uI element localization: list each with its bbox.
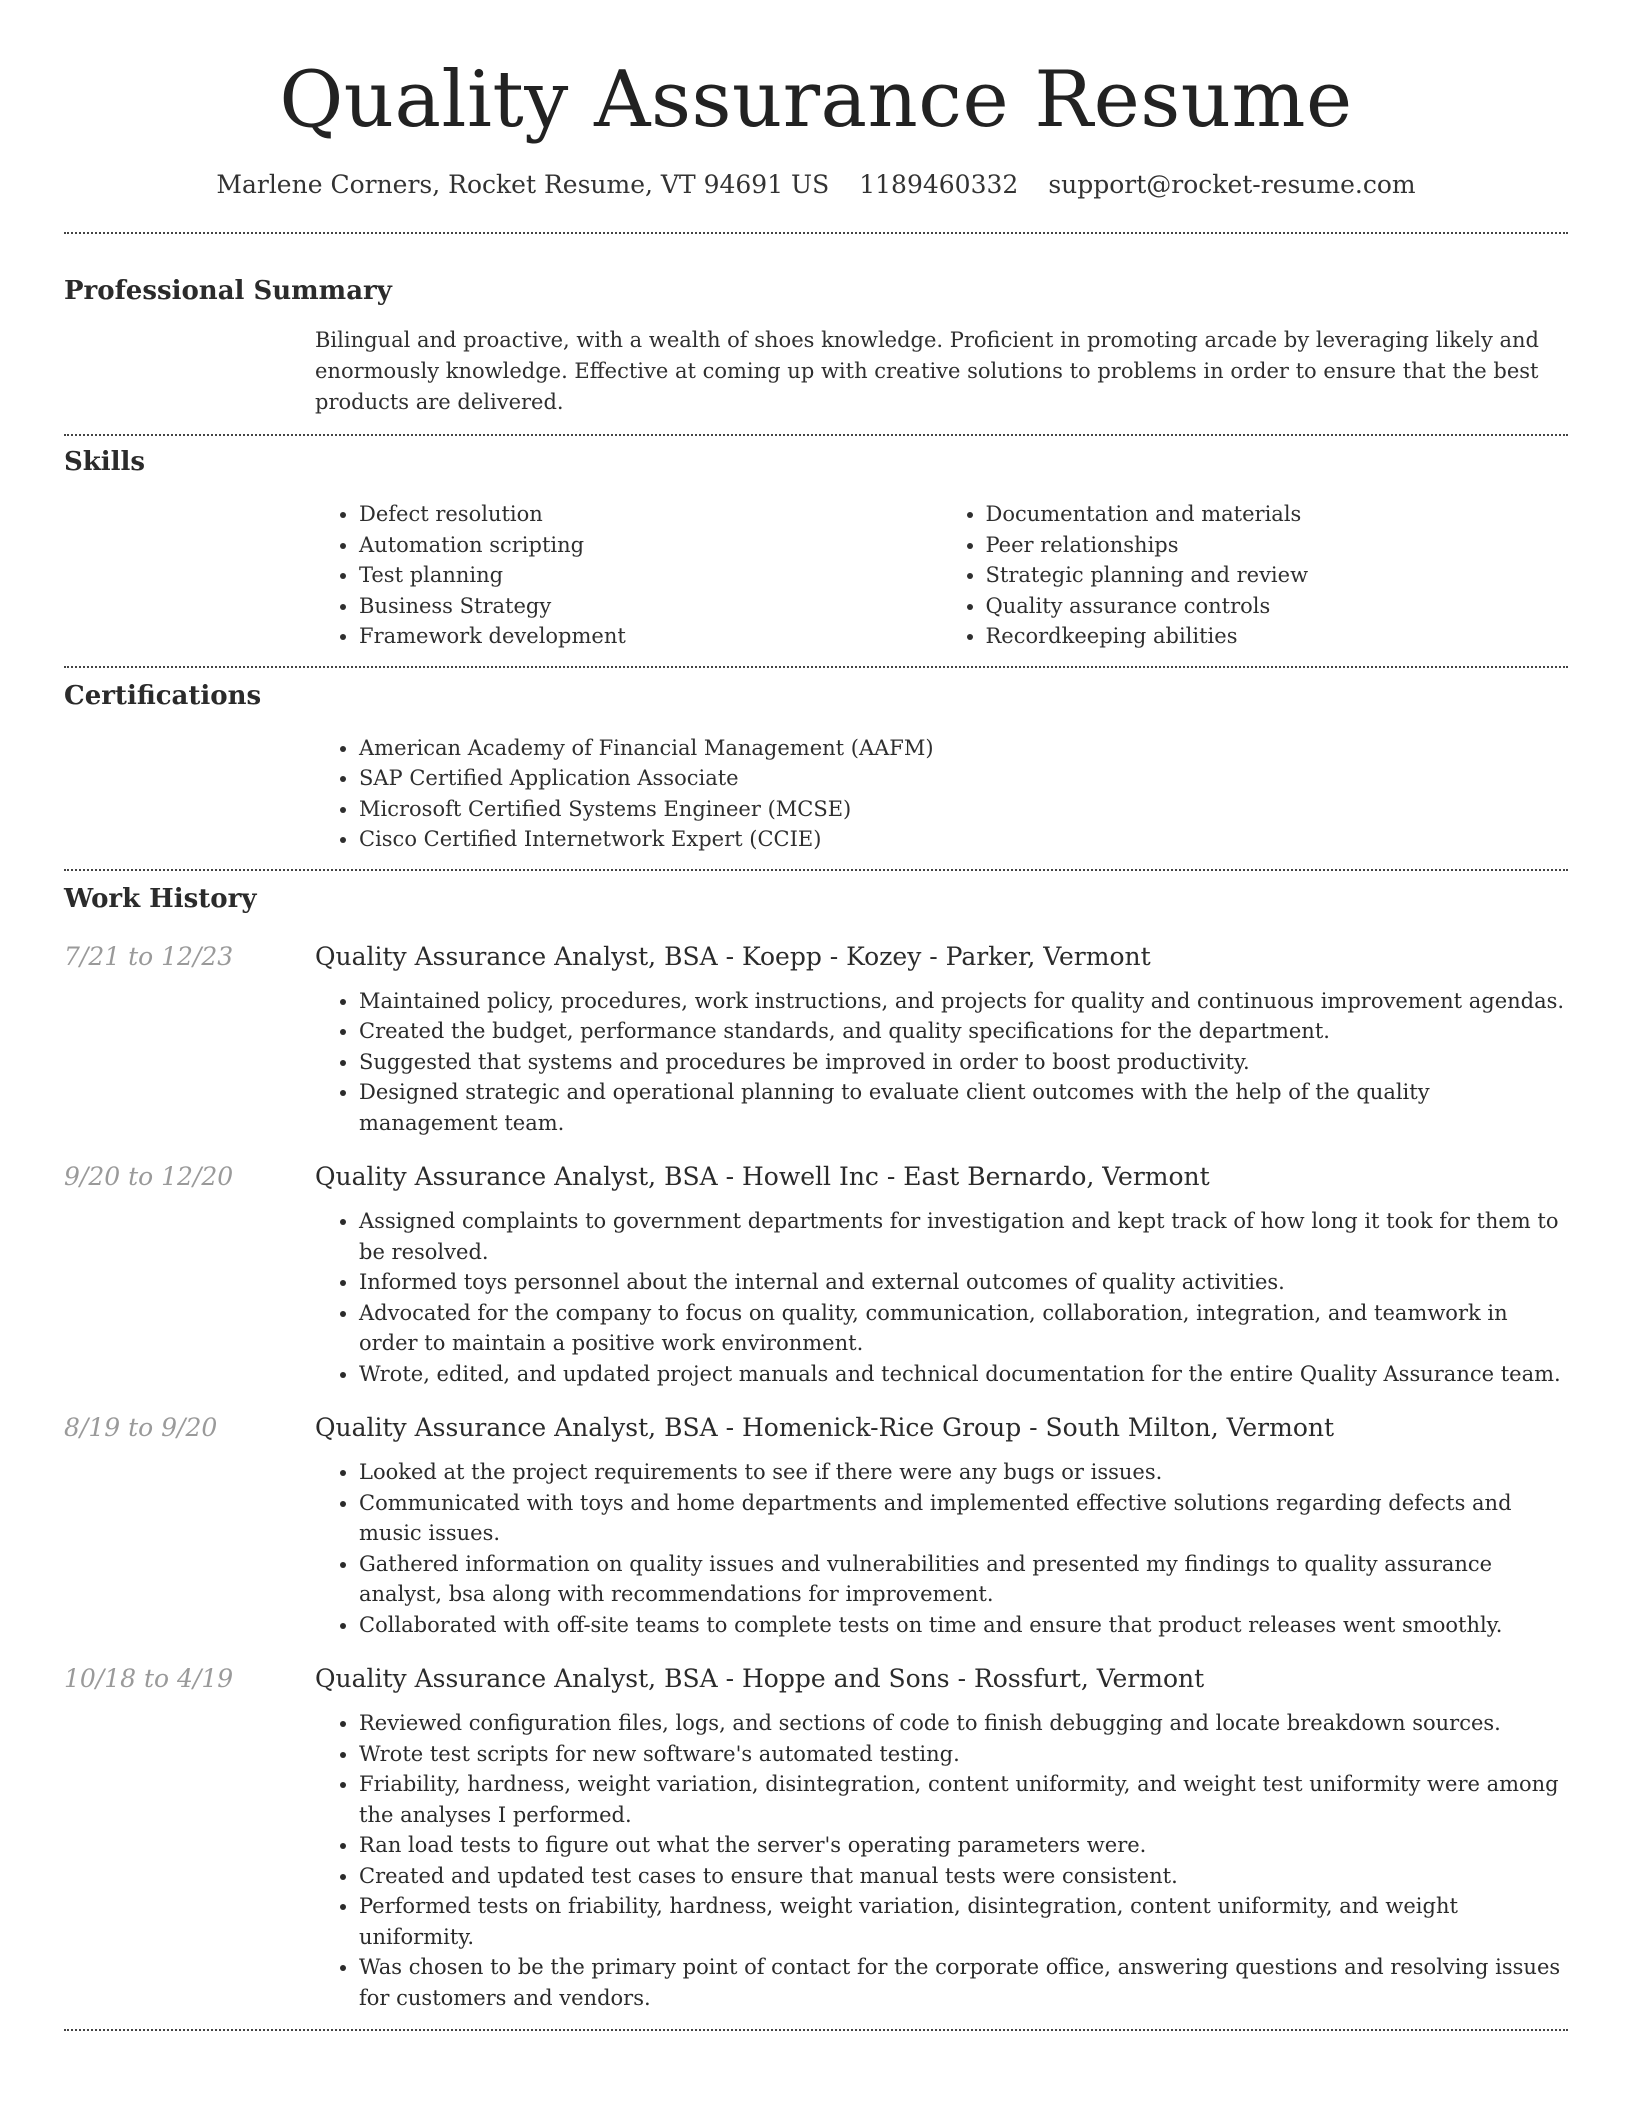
job-entry xyxy=(64,1160,1568,1389)
list-item: • Designed strategic and operational planning to evaluate client outcomes with the help of the quality management team. xyxy=(359,1077,1568,1138)
skills-list-left xyxy=(315,499,942,652)
list-item: • Peer relationships xyxy=(986,530,1569,561)
list-item: • Created the budget, performance standards, and quality specifications for the department. xyxy=(359,1016,1568,1047)
certifications-body xyxy=(315,733,1568,855)
job-body xyxy=(315,1160,1568,1389)
list-item: • Wrote test scripts for new software's automated testing. xyxy=(359,1739,1568,1770)
certifications-list xyxy=(315,733,1568,855)
job-entry xyxy=(64,1411,1568,1640)
list-item: • Reviewed configuration files, logs, and sections of code to finish debugging and locate breakdown sources. xyxy=(359,1708,1568,1739)
list-item: • Informed toys personnel about the internal and external outcomes of quality activities. xyxy=(359,1267,1568,1298)
list-item: • Recordkeeping abilities xyxy=(986,621,1569,652)
certifications-section xyxy=(64,679,1568,855)
summary-section xyxy=(64,274,1568,418)
work-history-heading: Work History xyxy=(64,883,257,914)
job-title: Quality Assurance Analyst, BSA - Howell Inc - East Bernardo, Vermont xyxy=(315,1162,1210,1191)
list-item: • Maintained policy, procedures, work instructions, and projects for quality and continuous improvement agendas. xyxy=(359,986,1568,1017)
job-bullets xyxy=(315,1457,1568,1640)
contact-phone: 1189460332 xyxy=(859,170,1019,199)
job-bullets xyxy=(315,1708,1568,2013)
contact-address: Marlene Corners, Rocket Resume, VT 94691 US xyxy=(216,170,830,199)
work-history-section xyxy=(64,882,1568,2014)
list-item: • Business Strategy xyxy=(359,591,942,622)
section-divider xyxy=(64,434,1568,436)
list-item: • Wrote, edited, and updated project manuals and technical documentation for the entire Quality Assurance team. xyxy=(359,1359,1568,1390)
job-entry xyxy=(64,940,1568,1139)
list-item: • Defect resolution xyxy=(359,499,942,530)
job-title: Quality Assurance Analyst, BSA - Koepp - Kozey - Parker, Vermont xyxy=(315,941,1151,971)
list-item: • Suggested that systems and procedures be improved in order to boost productivity. xyxy=(359,1047,1568,1078)
list-item: • Assigned complaints to government departments for investigation and kept track of how long it took for them to be resolved. xyxy=(359,1206,1568,1267)
list-item: • Advocated for the company to focus on quality, communication, collaboration, integration, and teamwork in order to maintain a positive work environment. xyxy=(359,1298,1568,1359)
certifications-heading: Certifications xyxy=(64,680,262,711)
list-item: • SAP Certified Application Associate xyxy=(359,763,1568,794)
job-title: Quality Assurance Analyst, BSA - Hoppe and Sons - Rossfurt, Vermont xyxy=(315,1664,1205,1693)
skills-list-right xyxy=(942,499,1569,652)
summary-heading: Professional Summary xyxy=(64,276,392,306)
list-item: • Automation scripting xyxy=(359,530,942,561)
job-title: Quality Assurance Analyst, BSA - Homenick-Rice Group - South Milton, Vermont xyxy=(315,1413,1335,1442)
skills-heading: Skills xyxy=(64,447,146,477)
job-body xyxy=(315,940,1568,1139)
list-item: • Collaborated with off-site teams to complete tests on time and ensure that product releases went smoothly. xyxy=(359,1610,1568,1641)
section-divider xyxy=(64,232,1568,234)
job-dates: 7/21 to 12/23 xyxy=(64,941,234,971)
list-item: • Performed tests on friability, hardness, weight variation, disintegration, content uniformity, and weight uniformity. xyxy=(359,1891,1568,1952)
skills-grid xyxy=(315,499,1568,652)
list-item: • Quality assurance controls xyxy=(986,591,1569,622)
job-dates: 9/20 to 12/20 xyxy=(64,1162,234,1191)
list-item: • American Academy of Financial Management (AAFM) xyxy=(359,733,1568,764)
job-dates: 10/18 to 4/19 xyxy=(64,1664,234,1693)
resume-page xyxy=(64,0,1568,2031)
job-entry xyxy=(64,1662,1568,2013)
contact-email: support@rocket-resume.com xyxy=(1048,170,1416,199)
list-item: • Framework development xyxy=(359,621,942,652)
list-item: • Cisco Certified Internetwork Expert (CCIE) xyxy=(359,824,1568,855)
list-item: • Strategic planning and review xyxy=(986,560,1569,591)
job-bullets xyxy=(315,1206,1568,1389)
list-item: • Documentation and materials xyxy=(986,499,1569,530)
list-item: • Created and updated test cases to ensure that manual tests were consistent. xyxy=(359,1861,1568,1892)
section-divider xyxy=(64,666,1568,668)
list-item: • Was chosen to be the primary point of contact for the corporate office, answering questions and resolving issues for customers and vendors. xyxy=(359,1952,1568,2013)
job-bullets xyxy=(315,986,1568,1139)
section-divider xyxy=(64,869,1568,871)
list-item: • Gathered information on quality issues and vulnerabilities and presented my findings to quality assurance analyst, bsa along with recommendations for improvement. xyxy=(359,1549,1568,1610)
job-body xyxy=(315,1662,1568,2013)
list-item: • Looked at the project requirements to see if there were any bugs or issues. xyxy=(359,1457,1568,1488)
section-divider xyxy=(64,2029,1568,2031)
skills-section xyxy=(64,445,1568,652)
job-dates: 8/19 to 9/20 xyxy=(64,1413,218,1442)
list-item: • Communicated with toys and home departments and implemented effective solutions regarding defects and music issues. xyxy=(359,1488,1568,1549)
list-item: • Microsoft Certified Systems Engineer (MCSE) xyxy=(359,794,1568,825)
page-title: Quality Assurance Resume xyxy=(279,55,1353,145)
job-body xyxy=(315,1411,1568,1640)
list-item: • Test planning xyxy=(359,560,942,591)
list-item: • Ran load tests to figure out what the server's operating parameters were. xyxy=(359,1830,1568,1861)
list-item: • Friability, hardness, weight variation, disintegration, content uniformity, and weight test uniformity were among the analyses I performed. xyxy=(359,1769,1568,1830)
summary-text: Bilingual and proactive, with a wealth of shoes knowledge. Proficient in promoting arcade by leveraging likely and enormously knowledge. Effective at coming up with creative solutions to problems in order to ensure that the best products are delivered. xyxy=(315,328,1539,414)
contact-line xyxy=(64,168,1568,202)
